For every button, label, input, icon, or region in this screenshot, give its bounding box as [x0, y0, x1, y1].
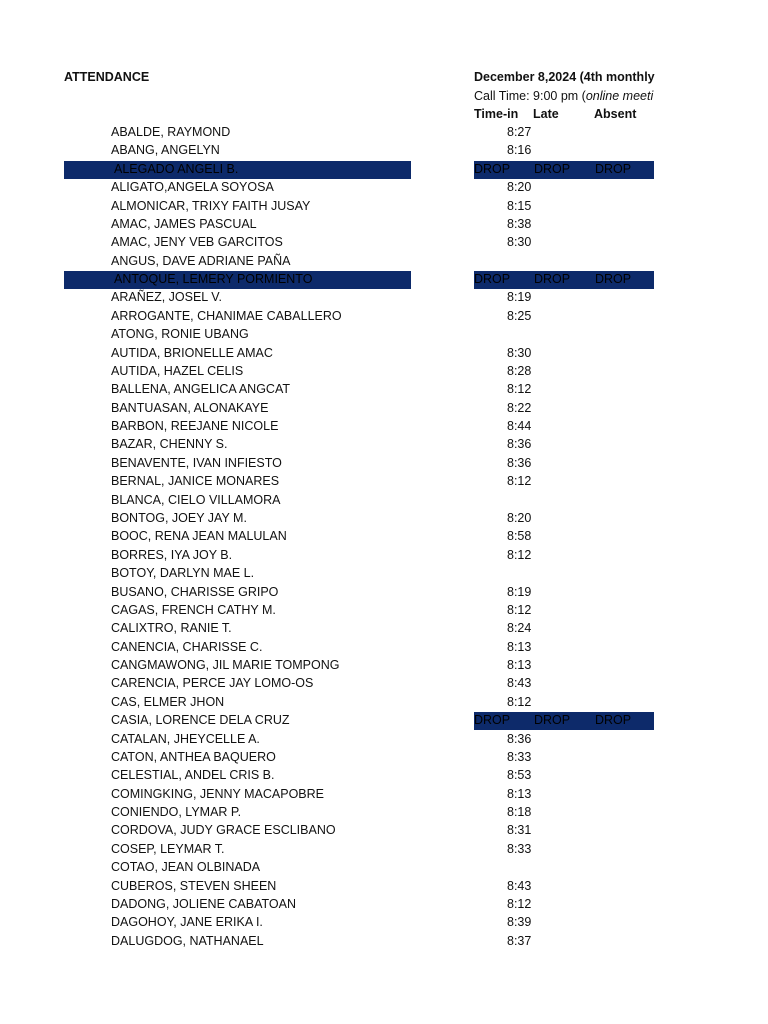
call-time	[474, 89, 656, 103]
time-in-value: 8:30	[507, 235, 532, 250]
attendance-row	[0, 363, 768, 381]
drop-status-cell	[474, 271, 654, 289]
call-time-italic: online meeti	[585, 89, 654, 103]
student-name: AMAC, JENY VEB GARCITOS	[111, 235, 283, 250]
student-name: DALUGDOG, NATHANAEL	[111, 933, 264, 948]
student-name: BENAVENTE, IVAN INFIESTO	[111, 455, 282, 470]
time-in-value: 8:36	[507, 731, 532, 746]
attendance-row	[0, 326, 768, 344]
attendance-row	[0, 436, 768, 454]
time-in-value: 8:33	[507, 841, 532, 856]
student-name: AMAC, JAMES PASCUAL	[111, 216, 257, 231]
time-in-value: 8:53	[507, 768, 532, 783]
time-in-value: 8:58	[507, 529, 532, 544]
drop-timein-label: DROP	[474, 713, 511, 728]
student-name: ARROGANTE, CHANIMAE CABALLERO	[111, 308, 342, 323]
time-in-value: 8:13	[507, 786, 532, 801]
attendance-row	[0, 584, 768, 602]
attendance-row	[0, 933, 768, 951]
column-header-absent: Absent	[594, 107, 637, 121]
time-in-value: 8:20	[507, 180, 532, 195]
time-in-value: 8:31	[507, 823, 532, 838]
time-in-value: 8:16	[507, 143, 532, 158]
student-name: CANGMAWONG, JIL MARIE TOMPONG	[111, 658, 340, 673]
student-name: BOOC, RENA JEAN MALULAN	[111, 529, 287, 544]
time-in-value: 8:13	[507, 639, 532, 654]
student-name: BONTOG, JOEY JAY M.	[111, 510, 247, 525]
student-name: COSEP, LEYMAR T.	[111, 841, 225, 856]
student-name: CAGAS, FRENCH CATHY M.	[111, 602, 276, 617]
attendance-row	[0, 289, 768, 307]
student-name: ARAÑEZ, JOSEL V.	[111, 290, 222, 305]
attendance-row	[0, 308, 768, 326]
attendance-row	[0, 914, 768, 932]
attendance-row	[0, 712, 768, 730]
student-name: BLANCA, CIELO VILLAMORA	[111, 492, 281, 507]
drop-absent-label: DROP	[595, 161, 632, 176]
time-in-value: 8:25	[507, 308, 532, 323]
drop-absent-label: DROP	[595, 272, 632, 287]
attendance-row	[0, 731, 768, 749]
attendance-row	[0, 234, 768, 252]
time-in-value: 8:36	[507, 455, 532, 470]
dropped-name-cell	[64, 161, 411, 179]
student-name: ABALDE, RAYMOND	[111, 125, 231, 139]
student-name: CANENCIA, CHARISSE C.	[111, 639, 263, 654]
student-name: AUTIDA, HAZEL CELIS	[111, 363, 244, 378]
attendance-row	[0, 547, 768, 565]
time-in-value: 8:12	[507, 602, 532, 617]
student-name: CUBEROS, STEVEN SHEEN	[111, 878, 277, 893]
time-in-value: 8:15	[507, 198, 532, 213]
drop-status-cell	[474, 712, 654, 730]
attendance-row	[0, 216, 768, 234]
time-in-value: 8:27	[507, 125, 532, 139]
event-date: December 8,2024 (4th monthly	[474, 70, 655, 84]
column-header-late: Late	[533, 107, 559, 121]
time-in-value: 8:19	[507, 290, 532, 305]
attendance-row	[0, 179, 768, 197]
attendance-row	[0, 822, 768, 840]
student-name: CARENCIA, PERCE JAY LOMO-OS	[111, 676, 314, 691]
student-name: CASIA, LORENCE DELA CRUZ	[111, 713, 290, 728]
attendance-row	[0, 161, 768, 179]
drop-late-label: DROP	[534, 713, 571, 728]
attendance-row	[0, 859, 768, 877]
attendance-row	[0, 198, 768, 216]
time-in-value: 8:30	[507, 345, 532, 360]
student-name: BERNAL, JANICE MONARES	[111, 474, 280, 489]
drop-late-label: DROP	[534, 272, 571, 287]
student-name: CALIXTRO, RANIE T.	[111, 621, 232, 636]
call-time-prefix: Call Time: 9:00 pm (	[474, 89, 586, 103]
student-name: COMINGKING, JENNY MACAPOBRE	[111, 786, 324, 801]
drop-status-cell	[474, 161, 654, 179]
student-name: CELESTIAL, ANDEL CRIS B.	[111, 768, 275, 783]
time-in-value: 8:12	[507, 896, 532, 911]
attendance-row	[0, 142, 768, 160]
attendance-row	[0, 675, 768, 693]
student-name: BUSANO, CHARISSE GRIPO	[111, 584, 279, 599]
attendance-row	[0, 896, 768, 914]
time-in-value: 8:43	[507, 878, 532, 893]
attendance-row	[0, 841, 768, 859]
attendance-row	[0, 878, 768, 896]
time-in-value: 8:12	[507, 382, 532, 397]
attendance-row	[0, 565, 768, 583]
time-in-value: 8:12	[507, 547, 532, 562]
time-in-value: 8:20	[507, 510, 532, 525]
student-name: ANTOQUE, LEMERY PORMIENTO	[114, 272, 313, 287]
drop-timein-label: DROP	[474, 272, 511, 287]
attendance-row	[0, 749, 768, 767]
attendance-row	[0, 271, 768, 289]
time-in-value: 8:12	[507, 474, 532, 489]
attendance-row	[0, 492, 768, 510]
attendance-row	[0, 345, 768, 363]
student-name: AUTIDA, BRIONELLE AMAC	[111, 345, 273, 360]
student-name: ALMONICAR, TRIXY FAITH JUSAY	[111, 198, 311, 213]
attendance-row	[0, 786, 768, 804]
attendance-row	[0, 620, 768, 638]
time-in-value: 8:38	[507, 216, 532, 231]
attendance-row	[0, 455, 768, 473]
time-in-value: 8:28	[507, 363, 532, 378]
student-name: COTAO, JEAN OLBINADA	[111, 860, 261, 875]
column-header-timein: Time-in	[474, 107, 519, 121]
student-name: ABANG, ANGELYN	[111, 143, 220, 158]
student-name: ALIGATO,ANGELA SOYOSA	[111, 180, 274, 195]
student-name: ALEGADO ANGELI B.	[114, 161, 239, 176]
attendance-row	[0, 381, 768, 399]
student-name: CATON, ANTHEA BAQUERO	[111, 749, 276, 764]
drop-timein-label: DROP	[474, 161, 511, 176]
student-name: CAS, ELMER JHON	[111, 694, 225, 709]
student-name: CORDOVA, JUDY GRACE ESCLIBANO	[111, 823, 336, 838]
time-in-value: 8:43	[507, 676, 532, 691]
attendance-row	[0, 124, 768, 142]
student-name: BORRES, IYA JOY B.	[111, 547, 233, 562]
attendance-row	[0, 767, 768, 785]
attendance-row	[0, 657, 768, 675]
time-in-value: 8:22	[507, 400, 532, 415]
student-name: DADONG, JOLIENE CABATOAN	[111, 896, 296, 911]
student-name: BANTUASAN, ALONAKAYE	[111, 400, 269, 415]
student-name: BARBON, REEJANE NICOLE	[111, 419, 279, 434]
time-in-value: 8:12	[507, 694, 532, 709]
time-in-value: 8:39	[507, 915, 532, 930]
attendance-row	[0, 639, 768, 657]
time-in-value: 8:19	[507, 584, 532, 599]
student-name: ATONG, RONIE UBANG	[111, 327, 249, 342]
attendance-row	[0, 804, 768, 822]
time-in-value: 8:33	[507, 749, 532, 764]
attendance-row	[0, 602, 768, 620]
attendance-row	[0, 400, 768, 418]
time-in-value: 8:44	[507, 419, 532, 434]
time-in-value: 8:18	[507, 805, 532, 820]
student-name: DAGOHOY, JANE ERIKA I.	[111, 915, 263, 930]
student-name: ANGUS, DAVE ADRIANE PAÑA	[111, 253, 291, 268]
attendance-row	[0, 253, 768, 271]
time-in-value: 8:36	[507, 437, 532, 452]
student-name: CONIENDO, LYMAR P.	[111, 805, 242, 820]
drop-absent-label: DROP	[595, 713, 632, 728]
time-in-value: 8:13	[507, 658, 532, 673]
attendance-row	[0, 473, 768, 491]
student-name: BAZAR, CHENNY S.	[111, 437, 228, 452]
dropped-name-cell	[64, 271, 411, 289]
attendance-row	[0, 694, 768, 712]
student-name: BALLENA, ANGELICA ANGCAT	[111, 382, 291, 397]
attendance-row	[0, 418, 768, 436]
time-in-value: 8:37	[507, 933, 532, 948]
student-name: CATALAN, JHEYCELLE A.	[111, 731, 260, 746]
page-title: ATTENDANCE	[64, 70, 150, 84]
attendance-row	[0, 528, 768, 546]
attendance-row	[0, 510, 768, 528]
student-name: BOTOY, DARLYN MAE L.	[111, 566, 255, 581]
time-in-value: 8:24	[507, 621, 532, 636]
drop-late-label: DROP	[534, 161, 571, 176]
